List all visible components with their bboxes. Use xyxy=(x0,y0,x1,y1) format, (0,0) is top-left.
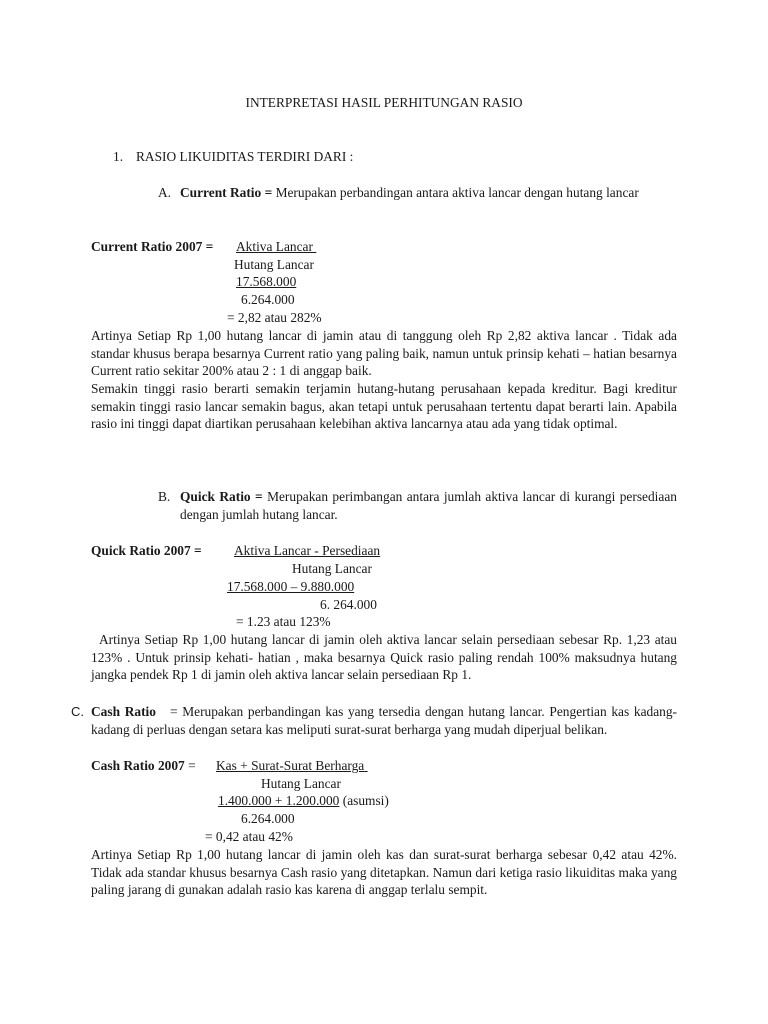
quick-ratio-term: Quick Ratio xyxy=(180,489,251,504)
current-num-value-text: 17.568.000 xyxy=(236,274,297,289)
item-letter-c: C. xyxy=(71,704,84,719)
cash-num-note: (asumsi) xyxy=(342,793,389,808)
quick-result: = 1.23 atau 123% xyxy=(236,614,331,629)
cash-num-value xyxy=(218,792,389,810)
quick-formula-label-text: Quick Ratio 2007 = xyxy=(91,543,202,558)
current-result: = 2,82 atau 282% xyxy=(227,310,322,325)
cash-formula-label xyxy=(91,757,196,775)
cash-formula-numerator xyxy=(216,757,368,775)
item-letter-a: A. xyxy=(158,185,172,200)
cash-numerator-text: Kas + Surat-Surat Berharga xyxy=(216,758,365,773)
cash-explanation: Artinya Setiap Rp 1,00 hutang lancar di jamin oleh kas dan surat-surat berharga sebesar 0,42 atau 42%. Tidak ada standar khusus besarnya Cash rasio yang ditetapkan. Namun dari ketiga rasio likuiditas maka yang paling jarang di gunakan adalah rasio kas karena di anggap terlalu sempit. xyxy=(91,847,677,897)
quick-formula-numerator xyxy=(234,542,380,560)
current-ratio-eq: = xyxy=(264,185,273,200)
current-ratio-definition-text: Merupakan perbandingan antara aktiva lancar dengan hutang lancar xyxy=(275,185,639,200)
cash-ratio-definition xyxy=(91,703,677,738)
quick-num-value-text: 17.568.000 – 9.880.000 xyxy=(227,579,355,594)
quick-formula-denominator: Hutang Lancar xyxy=(292,561,372,576)
cash-formula-denominator: Hutang Lancar xyxy=(261,776,341,791)
quick-num-value xyxy=(227,578,372,596)
quick-formula-label xyxy=(91,542,202,560)
page-title xyxy=(0,94,768,112)
page-title-text: INTERPRETASI HASIL PERHITUNGAN RASIO xyxy=(245,95,523,110)
quick-den-value: 6. 264.000 xyxy=(320,597,377,612)
cash-num-value-text: 1.400.000 + 1.200.000 xyxy=(218,793,340,808)
quick-explanation: Artinya Setiap Rp 1,00 hutang lancar di jamin oleh aktiva lancar selain persediaan sebesar Rp. 1,23 atau 123% . Untuk prinsip kehati- hatian , maka besarnya Quick rasio paling rendah 100% maksudnya hutang jangka pendek Rp 1 di jamin oleh aktiva lancar selain persediaan Rp 1. xyxy=(91,632,677,682)
quick-ratio-definition-text: Merupakan perimbangan antara jumlah aktiva lancar di kurangi persediaan dengan jumlah hutang lancar. xyxy=(180,489,677,522)
current-ratio-term: Current Ratio xyxy=(180,185,262,200)
item-letter-b: B. xyxy=(158,489,171,504)
current-num-value xyxy=(236,273,349,291)
cash-formula-label-text: Cash Ratio 2007 xyxy=(91,758,185,773)
current-formula-numerator xyxy=(236,238,316,256)
cash-den-value: 6.264.000 xyxy=(241,811,295,826)
current-formula-denominator: Hutang Lancar xyxy=(234,257,314,272)
current-formula-label-text: Current Ratio 2007 = xyxy=(91,239,214,254)
cash-ratio-term: Cash Ratio xyxy=(91,704,156,719)
cash-result: = 0,42 atau 42% xyxy=(205,829,293,844)
current-formula-label xyxy=(91,238,213,256)
section-heading: RASIO LIKUIDITAS TERDIRI DARI : xyxy=(136,149,354,164)
current-den-value: 6.264.000 xyxy=(241,292,295,307)
current-explanation-2: Semakin tinggi rasio berarti semakin terjamin hutang-hutang perusahaan kepada kreditur. Bagi kreditur semakin tinggi rasio lancar semakin bagus, akan tetapi untuk perusahaan tertentu dapat berarti lain. Apabila rasio ini tinggi dapat diartikan perusahaan kelebihan aktiva lancarnya atau ada yang tidak optimal. xyxy=(91,381,677,431)
quick-ratio-definition xyxy=(180,488,677,523)
current-explanation: Artinya Setiap Rp 1,00 hutang lancar di jamin atau di tanggung oleh Rp 2,82 aktiva lancar . Tidak ada standar khusus berapa besarnya Current ratio yang paling baik, namun untuk prinsip kehati – hatian besarnya Current ratio sekitar 200% atau 2 : 1 di anggap baik. xyxy=(91,328,677,378)
quick-ratio-eq: = xyxy=(255,489,263,504)
current-ratio-definition xyxy=(180,184,677,202)
cash-ratio-eq: = xyxy=(169,704,178,719)
cash-ratio-definition-text: Merupakan perbandingan kas yang tersedia dengan hutang lancar. Pengertian kas kadang-kadang di perluas dengan setara kas meliputi surat-surat berharga yang mudah diperjual belikan. xyxy=(91,704,678,737)
quick-numerator-text: Aktiva Lancar - Persediaan xyxy=(234,543,381,558)
section-number: 1. xyxy=(113,149,124,164)
cash-formula-eq: = xyxy=(188,758,196,773)
current-numerator-text: Aktiva Lancar xyxy=(236,239,313,254)
